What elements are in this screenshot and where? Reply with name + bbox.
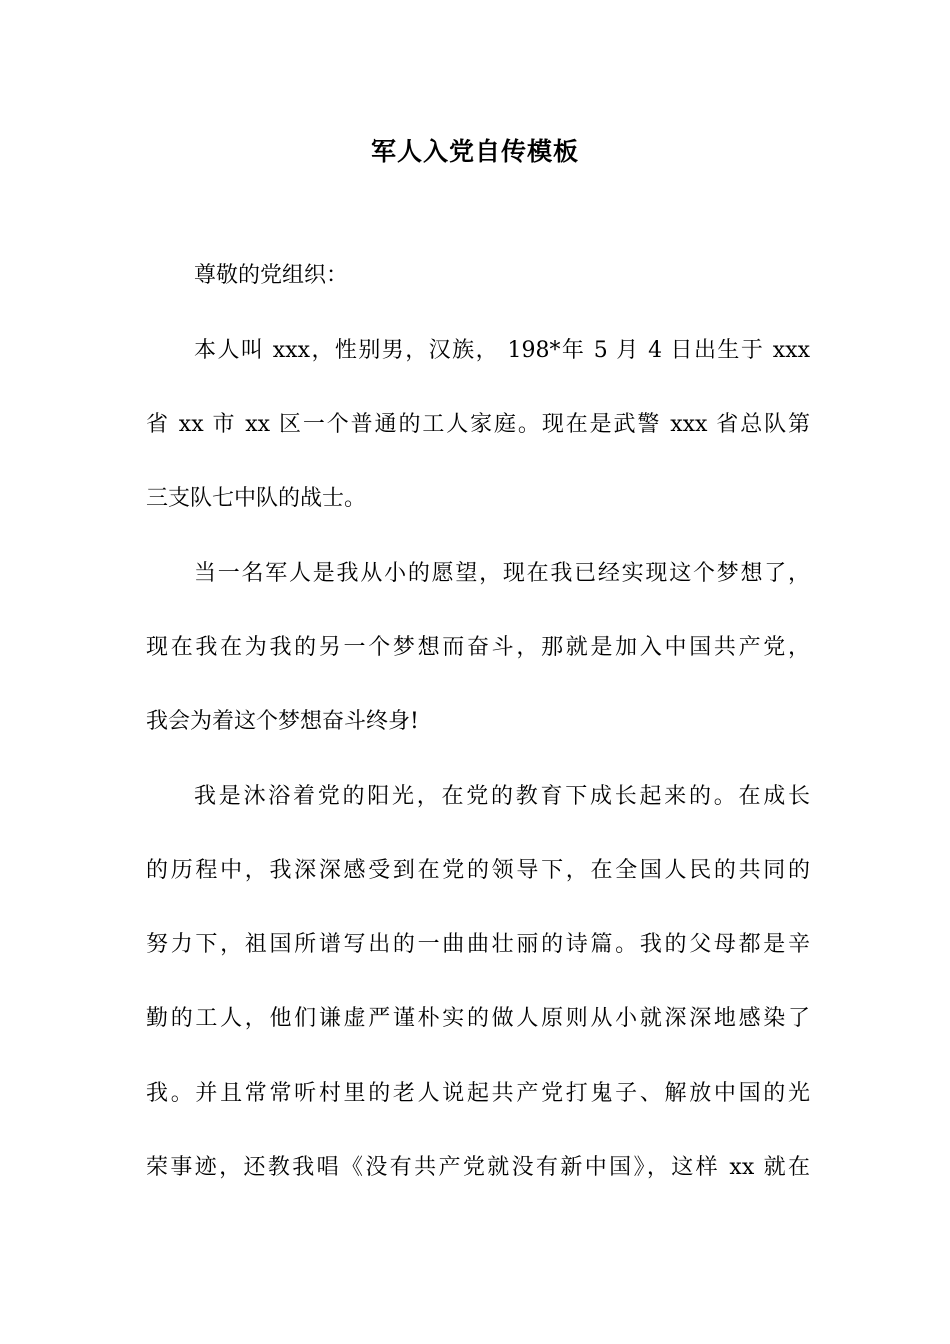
paragraph-3-line-3: 努力下，祖国所谱写出的一曲曲壮丽的诗篇。我的父母都是辛 — [146, 932, 810, 957]
paragraph-2-line-1: 当一名军人是我从小的愿望，现在我已经实现这个梦想了， — [194, 561, 810, 586]
document-title: 军人入党自传模板 — [370, 137, 579, 166]
paragraph-1-line-3: 三支队七中队的战士。 — [146, 486, 367, 511]
paragraph-3-line-2: 的历程中，我深深感受到在党的领导下，在全国人民的共同的 — [146, 858, 810, 883]
paragraph-3-line-6: 荣事迹，还教我唱《没有共产党就没有新中国》，这样 xx 就在 — [146, 1155, 810, 1180]
paragraph-1-line-1: 本人叫 xxx，性别男，汉族， 198*年 5 月 4 日出生于 xxx — [194, 338, 810, 363]
paragraph-1-line-2: 省 xx 市 xx 区一个普通的工人家庭。现在是武警 xxx 省总队第 — [146, 412, 810, 437]
paragraph-3-line-1: 我是沐浴着党的阳光，在党的教育下成长起来的。在成长 — [194, 784, 810, 809]
paragraph-2-line-2: 现在我在为我的另一个梦想而奋斗，那就是加入中国共产党， — [146, 635, 810, 660]
salutation: 尊敬的党组织： — [194, 263, 349, 288]
paragraph-3-line-5: 我。并且常常听村里的老人说起共产党打鬼子、解放中国的光 — [146, 1081, 810, 1106]
paragraph-2-line-3: 我会为着这个梦想奋斗终身! — [146, 709, 419, 734]
paragraph-3-line-4: 勤的工人，他们谦虚严谨朴实的做人原则从小就深深地感染了 — [146, 1006, 810, 1031]
